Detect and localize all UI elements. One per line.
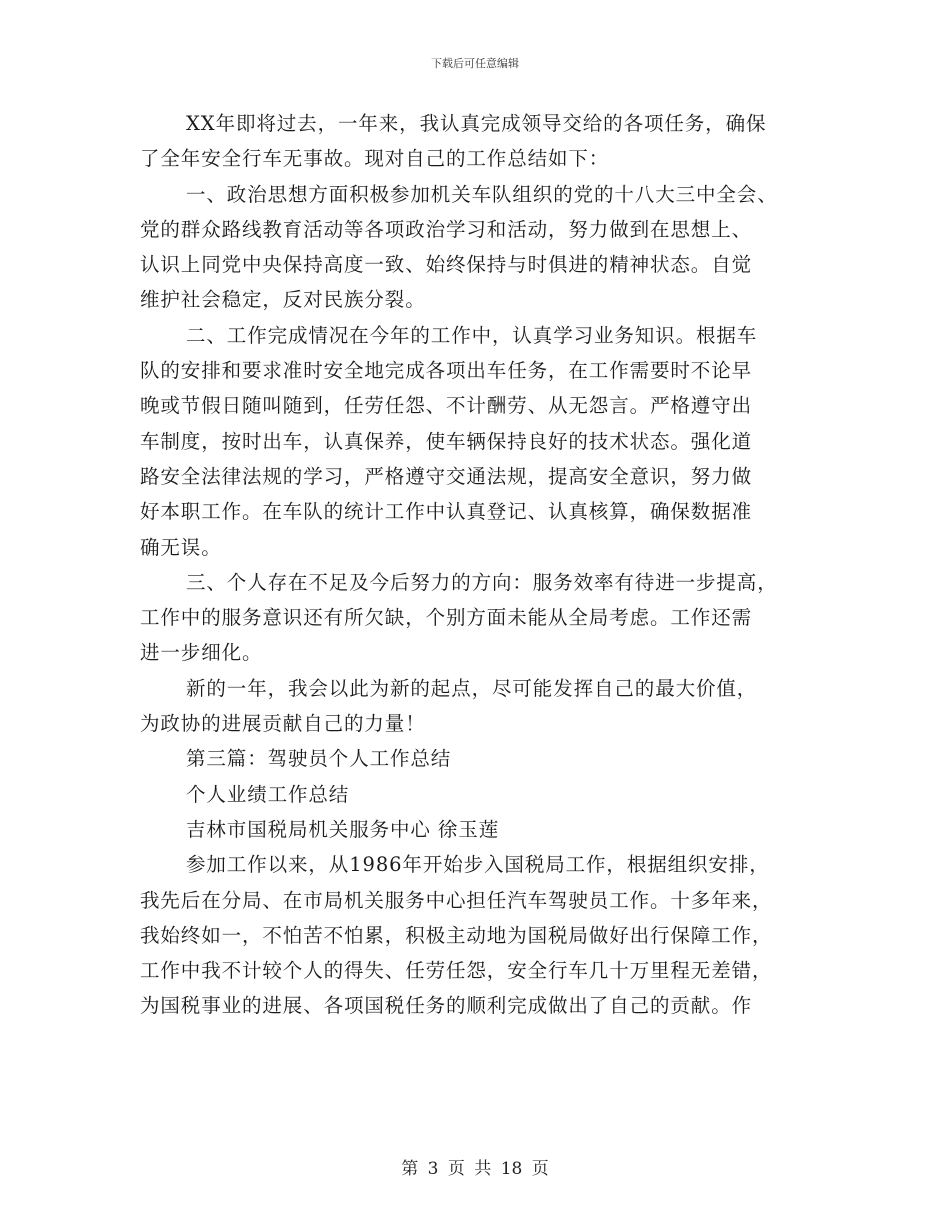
text-line: 我始终如一，不怕苦不怕累，积极主动地为国税局做好出行保障工作，	[140, 923, 773, 947]
text-line: 三、个人存在不足及今后努力的方向：服务效率有待进一步提高，	[186, 570, 778, 594]
text-line: 我先后在分局、在市局机关服务中心担任汽车驾驶员工作。十多年来，	[140, 888, 773, 912]
text-line: XX年即将过去，一年来，我认真完成领导交给的各项任务，确保	[186, 112, 767, 135]
text-line: 参加工作以来，从1986年开始步入国税局工作，根据组织安排，	[186, 853, 770, 877]
text-line: 吉林市国税局机关服务中心 徐玉莲	[186, 817, 500, 841]
page-footer: 第 3 页 共 18 页	[401, 1159, 549, 1179]
text-line: 工作中我不计较个人的得失、任劳任怨，安全行车几十万里程无差错，	[140, 959, 773, 983]
text-line: 好本职工作。在车队的统计工作中认真登记、认真核算，确保数据准	[140, 500, 753, 524]
text-line: 为政协的进展贡献自己的力量！	[140, 712, 426, 736]
text-line: 个人业绩工作总结	[186, 782, 350, 806]
text-line: 进一步细化。	[140, 641, 263, 665]
text-line: 为国税事业的进展、各项国税任务的顺利完成做出了自己的贡献。作	[140, 994, 753, 1018]
text-line: 第三篇：驾驶员个人工作总结	[186, 747, 452, 771]
text-line: 一、政治思想方面积极参加机关车队组织的党的十八大三中全会、	[186, 182, 778, 206]
text-line: 队的安排和要求准时安全地完成各项出车任务，在工作需要时不论早	[140, 359, 753, 383]
text-line: 党的群众路线教育活动等各项政治学习和活动，努力做到在思想上、	[140, 217, 753, 241]
text-line: 二、工作完成情况在今年的工作中，认真学习业务知识。根据车	[186, 323, 758, 347]
text-line: 新的一年，我会以此为新的起点，尽可能发挥自己的最大价值，	[186, 676, 758, 700]
text-line: 路安全法律法规的学习，严格遵守交通法规，提高安全意识，努力做	[140, 464, 753, 488]
page-header: 下载后可任意编辑	[431, 57, 519, 70]
text-line: 工作中的服务意识还有所欠缺，个别方面未能从全局考虑。工作还需	[140, 606, 753, 630]
text-line: 确无误。	[140, 535, 222, 559]
text-line: 认识上同党中央保持高度一致、始终保持与时俱进的精神状态。自觉	[140, 253, 753, 277]
text-line: 车制度，按时出车，认真保养，使车辆保持良好的技术状态。强化道	[140, 429, 753, 453]
document-body	[140, 106, 820, 1024]
text-line: 了全年安全行车无事故。现对自己的工作总结如下：	[140, 147, 610, 171]
text-line: 维护社会稳定，反对民族分裂。	[140, 288, 426, 312]
text-line: 晚或节假日随叫随到，任劳任怨、不计酬劳、从无怨言。严格遵守出	[140, 394, 753, 418]
